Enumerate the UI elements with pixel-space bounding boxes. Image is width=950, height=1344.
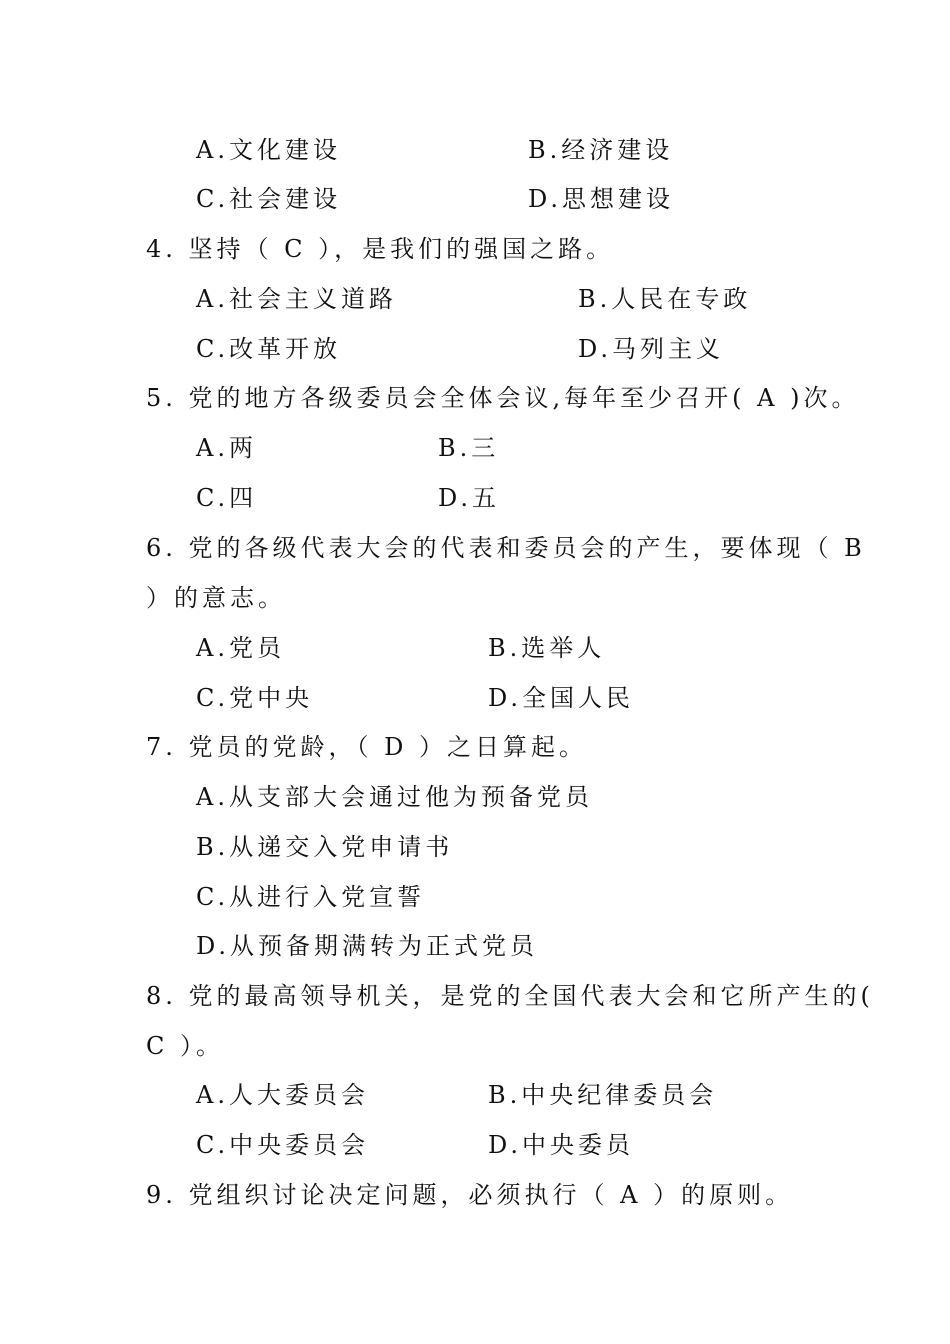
q3-option-a: A.文化建设 (196, 136, 341, 164)
q3-option-d: D.思想建设 (528, 185, 675, 213)
q8-option-d: D.中央委员 (488, 1131, 635, 1159)
q3-option-b: B.经济建设 (528, 136, 674, 164)
q4-option-d: D.马列主义 (578, 335, 725, 363)
q5-option-b: B.三 (438, 434, 500, 462)
q6-option-a: A.党员 (196, 634, 285, 662)
q3-option-c: C.社会建设 (196, 185, 342, 213)
q5-option-c: C.四 (196, 484, 258, 512)
q6-stem-line2: ）的意志。 (146, 584, 286, 612)
q4-stem: 4. 坚持（ C ），是我们的强国之路。 (146, 235, 615, 263)
q7-option-c: C.从进行入党宣誓 (196, 883, 426, 911)
q7-stem: 7. 党员的党龄，（ D ）之日算起。 (146, 733, 588, 761)
q8-option-c: C.中央委员会 (196, 1131, 370, 1159)
q9-stem: 9. 党组织讨论决定问题，必须执行（ A ）的原则。 (146, 1181, 794, 1209)
q8-stem-line1: 8. 党的最高领导机关，是党的全国代表大会和它所产生的( (146, 982, 874, 1010)
q5-option-d: D.五 (438, 484, 501, 512)
q6-option-c: C.党中央 (196, 684, 314, 712)
q8-option-b: B.中央纪律委员会 (488, 1081, 718, 1109)
q4-option-a: A.社会主义道路 (196, 285, 397, 313)
q8-stem-line2: C ）。 (146, 1032, 224, 1060)
q4-option-b: B.人民在专政 (578, 285, 752, 313)
q4-option-c: C.改革开放 (196, 335, 342, 363)
q6-option-d: D.全国人民 (488, 684, 635, 712)
q6-stem-line1: 6. 党的各级代表大会的代表和委员会的产生，要体现（ B (146, 534, 866, 562)
q7-option-d: D.从预备期满转为正式党员 (196, 932, 539, 960)
q5-option-a: A.两 (196, 434, 257, 462)
q8-option-a: A.人大委员会 (196, 1081, 369, 1109)
q5-stem: 5. 党的地方各级委员会全体会议,每年至少召开( A )次。 (146, 384, 860, 412)
q6-option-b: B.选举人 (488, 634, 606, 662)
q7-option-a: A.从支部大会通过他为预备党员 (196, 783, 593, 811)
q7-option-b: B.从递交入党申请书 (196, 833, 454, 861)
